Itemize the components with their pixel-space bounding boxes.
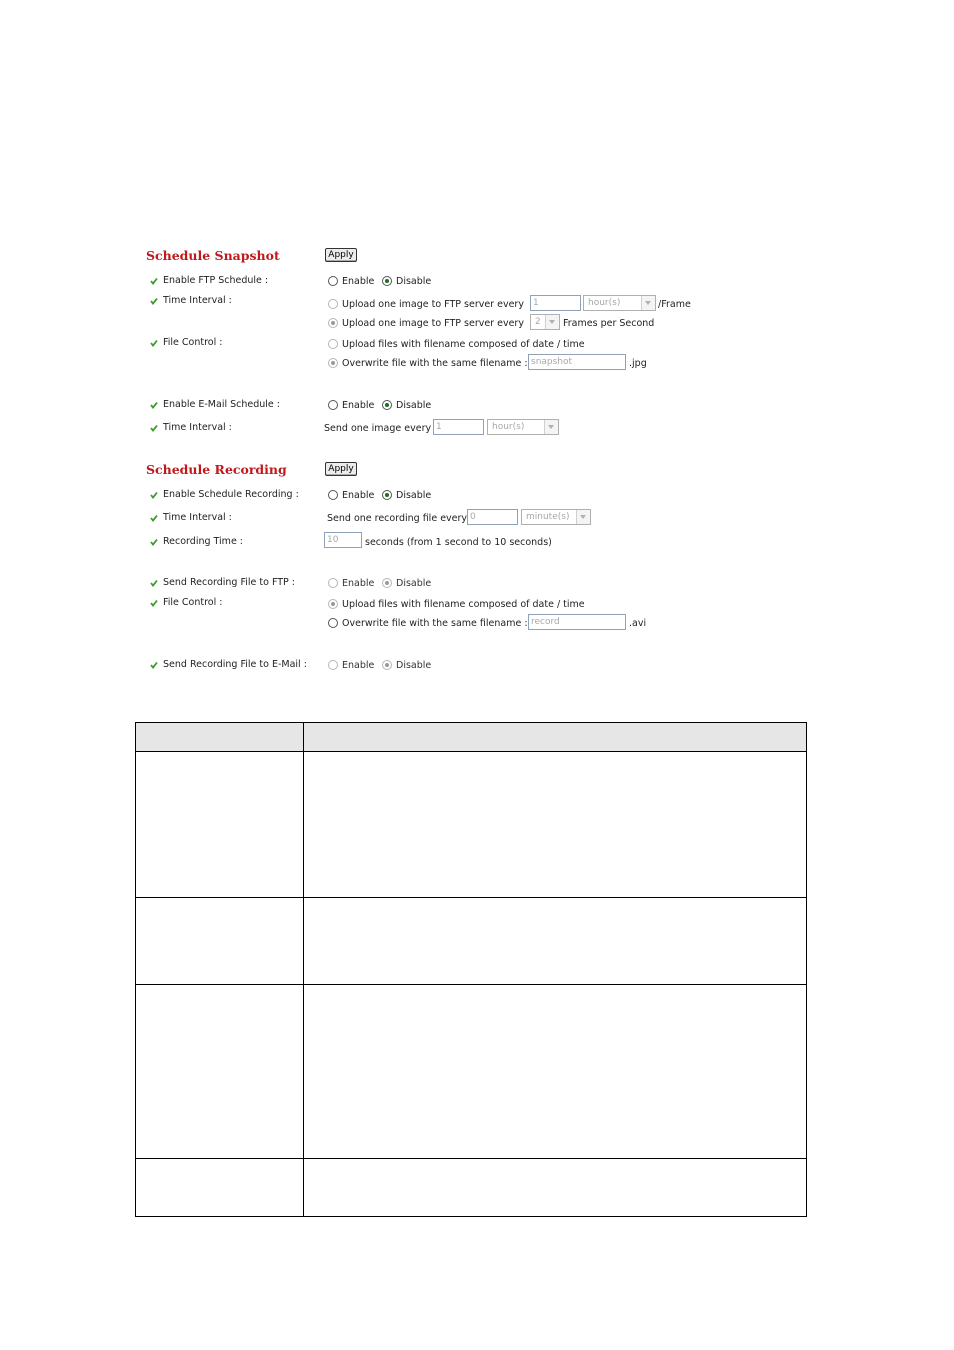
snapshot-apply-button[interactable]: Apply [325, 248, 357, 262]
recording-file-control-label: File Control : [163, 597, 223, 608]
email-disable-radio[interactable] [382, 400, 392, 410]
table-cell [304, 1159, 807, 1217]
fps-suffix: Frames per Second [563, 318, 655, 329]
send-recording-every-label: Send one recording file every [327, 513, 468, 524]
chevron-down-icon [545, 315, 559, 329]
snapshot-filename-input[interactable]: snapshot [528, 354, 626, 370]
recording-upload-datetime-radio[interactable] [328, 599, 338, 609]
send-recording-ftp-label: Send Recording File to FTP : [163, 577, 296, 588]
check-icon [150, 424, 158, 432]
table-cell [136, 898, 304, 985]
email-interval-input[interactable]: 1 [433, 419, 484, 435]
recording-time-label: Recording Time : [163, 536, 244, 547]
check-icon [150, 401, 158, 409]
send-recording-email-label: Send Recording File to E-Mail : [163, 659, 307, 670]
upload-datetime-label: Upload files with filename composed of date / time [342, 339, 585, 350]
recording-ftp-enable-radio[interactable] [328, 578, 338, 588]
enable-schedule-recording-label: Enable Schedule Recording : [163, 489, 299, 500]
table-cell [304, 752, 807, 898]
overwrite-radio[interactable] [328, 358, 338, 368]
recording-email-enable-label: Enable [342, 660, 375, 671]
recording-time-suffix: seconds (from 1 second to 10 seconds) [365, 537, 552, 548]
table-cell [304, 985, 807, 1159]
recording-enable-radio[interactable] [328, 490, 338, 500]
time-interval-label: Time Interval : [163, 295, 232, 306]
check-icon [150, 599, 158, 607]
table-cell [136, 752, 304, 898]
table-header-cell [304, 723, 807, 752]
recording-apply-button[interactable]: Apply [325, 462, 357, 476]
table-cell [136, 1159, 304, 1217]
recording-time-interval-label: Time Interval : [163, 512, 232, 523]
chevron-down-icon [576, 510, 590, 524]
recording-ftp-enable-label: Enable [342, 578, 375, 589]
upload-every-label: Upload one image to FTP server every [342, 299, 524, 310]
fps-value: 2 [535, 317, 541, 327]
recording-filename-ext: .avi [629, 618, 647, 629]
overwrite-label: Overwrite file with the same filename : [342, 358, 528, 369]
recording-interval-unit-select[interactable] [521, 509, 591, 525]
check-icon [150, 339, 158, 347]
upload-fps-label: Upload one image to FTP server every [342, 318, 524, 329]
table-row [136, 752, 807, 898]
description-table [135, 722, 807, 1217]
chevron-down-icon [641, 296, 655, 310]
check-icon [150, 661, 158, 669]
table-row [136, 898, 807, 985]
recording-ftp-disable-label: Disable [396, 578, 432, 589]
recording-overwrite-radio[interactable] [328, 618, 338, 628]
check-icon [150, 514, 158, 522]
recording-upload-datetime-label: Upload files with filename composed of date / time [342, 599, 585, 610]
recording-enable-label: Enable [342, 490, 375, 501]
recording-time-input[interactable]: 10 [324, 532, 362, 548]
fps-select[interactable] [530, 314, 560, 330]
send-image-every-label: Send one image every [324, 423, 432, 434]
upload-datetime-radio[interactable] [328, 339, 338, 349]
check-icon [150, 491, 158, 499]
file-control-label: File Control : [163, 337, 223, 348]
table-cell [136, 985, 304, 1159]
snapshot-filename-ext: .jpg [629, 358, 647, 369]
upload-fps-radio[interactable] [328, 318, 338, 328]
upload-interval-unit-select[interactable] [583, 295, 656, 311]
schedule-recording-title: Schedule Recording [146, 462, 287, 477]
email-interval-unit-select[interactable] [487, 419, 559, 435]
recording-interval-unit-value: minute(s) [526, 512, 570, 522]
chevron-down-icon [544, 420, 558, 434]
ftp-disable-label: Disable [396, 276, 432, 287]
recording-overwrite-label: Overwrite file with the same filename : [342, 618, 528, 629]
recording-filename-input[interactable]: record [528, 614, 626, 630]
recording-interval-input[interactable]: 0 [467, 509, 518, 525]
recording-ftp-disable-radio[interactable] [382, 578, 392, 588]
recording-disable-radio[interactable] [382, 490, 392, 500]
ftp-disable-radio[interactable] [382, 276, 392, 286]
check-icon [150, 277, 158, 285]
table-header-cell [136, 723, 304, 752]
enable-ftp-schedule-label: Enable FTP Schedule : [163, 275, 269, 286]
check-icon [150, 579, 158, 587]
table-cell [304, 898, 807, 985]
ftp-enable-label: Enable [342, 276, 375, 287]
check-icon [150, 538, 158, 546]
email-time-interval-label: Time Interval : [163, 422, 232, 433]
ftp-enable-radio[interactable] [328, 276, 338, 286]
upload-interval-unit-value: hour(s) [588, 298, 621, 308]
table-row [136, 985, 807, 1159]
recording-disable-label: Disable [396, 490, 432, 501]
recording-email-enable-radio[interactable] [328, 660, 338, 670]
table-header-row [136, 723, 807, 752]
schedule-snapshot-title: Schedule Snapshot [146, 248, 280, 263]
table-row [136, 1159, 807, 1217]
recording-email-disable-radio[interactable] [382, 660, 392, 670]
email-interval-unit-value: hour(s) [492, 422, 525, 432]
upload-interval-suffix: /Frame [658, 299, 691, 310]
check-icon [150, 297, 158, 305]
email-enable-radio[interactable] [328, 400, 338, 410]
upload-every-radio[interactable] [328, 299, 338, 309]
upload-interval-input[interactable]: 1 [530, 295, 581, 311]
recording-email-disable-label: Disable [396, 660, 432, 671]
email-enable-label: Enable [342, 400, 375, 411]
email-disable-label: Disable [396, 400, 432, 411]
enable-email-schedule-label: Enable E-Mail Schedule : [163, 399, 281, 410]
